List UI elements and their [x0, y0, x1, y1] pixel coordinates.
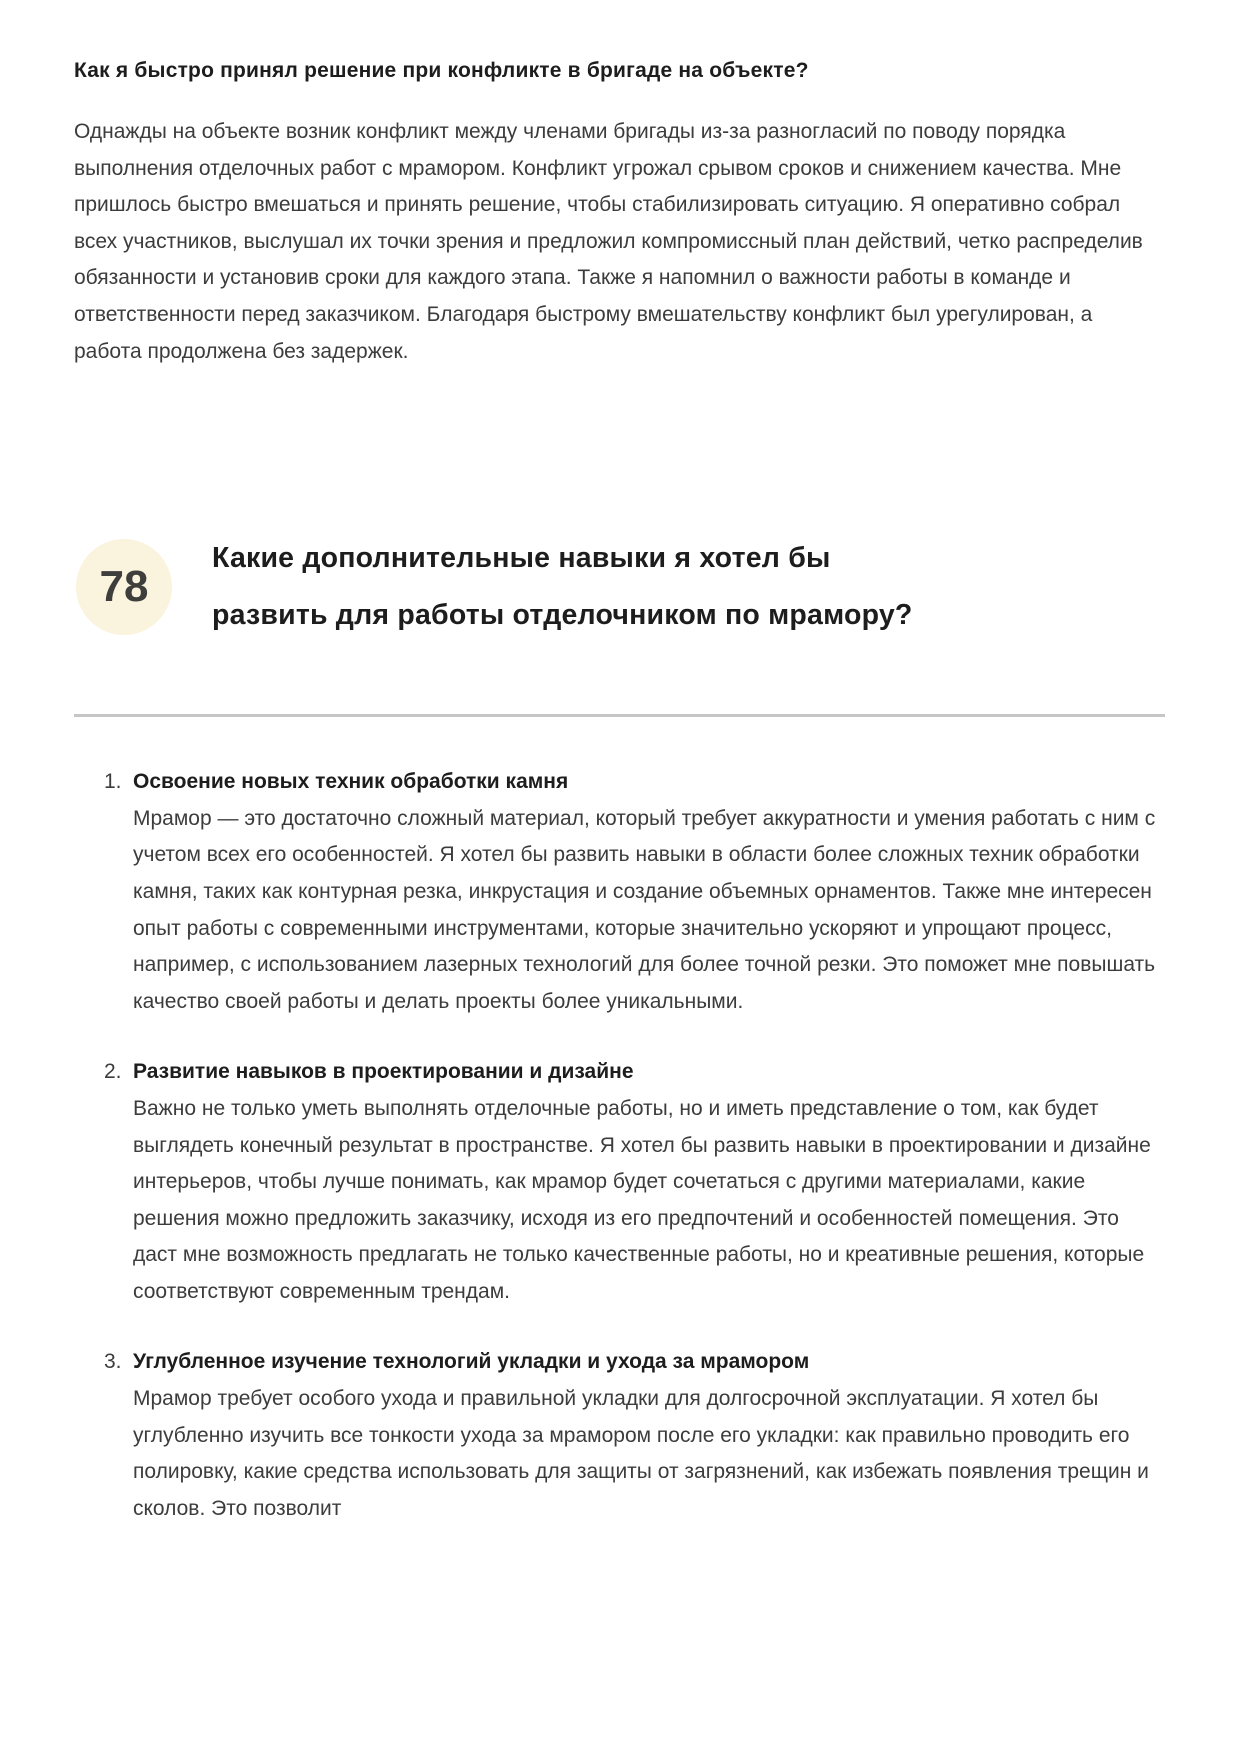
question-title	[212, 530, 912, 644]
list-item-title: Освоение новых техник обработки камня	[133, 770, 569, 794]
list-item-number: 2.	[104, 1060, 122, 1084]
list-item-body: Мрамор — это достаточно сложный материал, который требует аккуратности и умения работать с ним с учетом всех его особенностей. Я хотел бы развить навыки в области более сложных техник обработки камня, таких как контурная резка, инкрустация и создание объемных орнаментов. Также мне интересен опыт работы с современными инструментами, которые значительно ускоряют и упрощают процесс, например, с использованием лазерных технологий для более точной резки. Это поможет мне повышать качество своей работы и делать проекты более уникальными.	[133, 806, 1156, 1013]
list-item-title: Развитие навыков в проектировании и дизайне	[133, 1060, 634, 1084]
list-item-title: Углубленное изучение технологий укладки и ухода за мрамором	[133, 1350, 810, 1374]
section-divider	[74, 714, 1165, 717]
question-block	[74, 530, 1165, 644]
list-item-number: 1.	[104, 770, 122, 794]
previous-question-heading: Как я быстро принял решение при конфликте в бригаде на объекте?	[74, 59, 809, 82]
skills-list	[74, 764, 1165, 1527]
list-item-body: Мрамор требует особого ухода и правильной укладки для долгосрочной эксплуатации. Я хотел бы углубленно изучить все тонкости ухода за мрамором после его укладки: как правильно проводить его полировку, какие средства использовать для защиты от загрязнений, как избежать появления трещин и сколов. Это позволит	[133, 1387, 1149, 1520]
question-number-badge	[76, 539, 172, 635]
list-item	[74, 1054, 1165, 1310]
question-number: 78	[99, 562, 149, 612]
list-item	[74, 1344, 1165, 1527]
list-item	[74, 764, 1165, 1020]
list-item-number: 3.	[104, 1350, 122, 1374]
previous-answer-text: Однажды на объекте возник конфликт между членами бригады из-за разногласий по поводу порядка выполнения отделочных работ с мрамором. Конфликт угрожал срывом сроков и снижением качества. Мне пришлось быстро вмешаться и принять решение, чтобы стабилизировать ситуацию. Я оперативно собрал всех участников, выслушал их точки зрения и предложил компромиссный план действий, четко распределив обязанности и установив сроки для каждого этапа. Также я напомнил о важности работы в команде и ответственности перед заказчиком. Благодаря быстрому вмешательству конфликт был урегулирован, а работа продолжена без задержек.	[74, 120, 1143, 363]
list-item-body: Важно не только уметь выполнять отделочные работы, но и иметь представление о том, как будет выглядеть конечный результат в пространстве. Я хотел бы развить навыки в проектировании и дизайне интерьеров, чтобы лучше понимать, как мрамор будет сочетаться с другими материалами, какие решения можно предложить заказчику, исходя из его предпочтений и особенностей помещения. Это даст мне возможность предлагать не только качественные работы, но и креативные решения, которые соответствуют современным трендам.	[133, 1096, 1151, 1303]
question-title-line-2: развить для работы отделочником по мрамору?	[212, 599, 913, 632]
question-title-line-1: Какие дополнительные навыки я хотел бы	[212, 542, 831, 575]
